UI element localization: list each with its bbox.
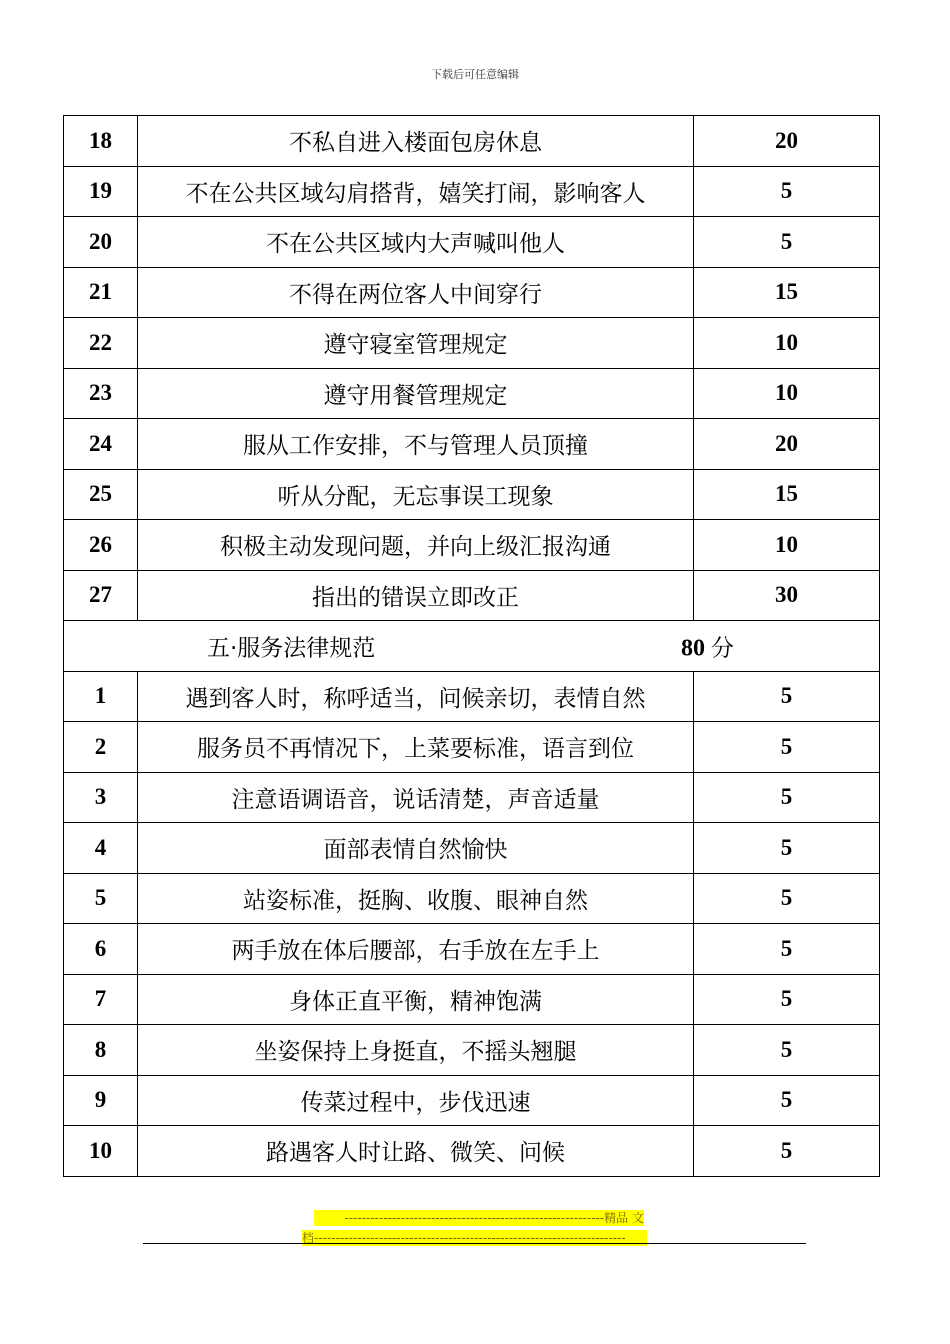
item-score: 20 (694, 419, 880, 470)
item-score: 15 (694, 469, 880, 520)
table-row (64, 924, 880, 975)
item-number: 1 (64, 671, 138, 722)
item-number: 6 (64, 924, 138, 975)
item-score: 5 (694, 217, 880, 268)
item-description: 听从分配，无忘事误工现象 (138, 469, 694, 520)
section-score-unit: 分 (711, 635, 734, 662)
item-number: 24 (64, 419, 138, 470)
table-row (64, 722, 880, 773)
item-score: 10 (694, 368, 880, 419)
score-table-body (64, 116, 880, 1177)
item-score: 5 (694, 924, 880, 975)
item-score: 5 (694, 772, 880, 823)
item-number: 27 (64, 570, 138, 621)
table-row (64, 772, 880, 823)
table-row (64, 823, 880, 874)
footer-line-2: 档------------------------------------------------------------------------ (302, 1230, 647, 1246)
table-row (64, 1025, 880, 1076)
table-row (64, 1075, 880, 1126)
item-number: 10 (64, 1126, 138, 1177)
item-number: 3 (64, 772, 138, 823)
item-number: 2 (64, 722, 138, 773)
item-score: 15 (694, 267, 880, 318)
item-description: 服从工作安排，不与管理人员顶撞 (138, 419, 694, 470)
table-row (64, 368, 880, 419)
item-number: 20 (64, 217, 138, 268)
score-table (63, 115, 880, 1177)
table-row (64, 974, 880, 1025)
table-row (64, 469, 880, 520)
item-description: 身体正直平衡，精神饱满 (138, 974, 694, 1025)
table-row (64, 520, 880, 571)
item-description: 注意语调语音，说话清楚，声音适量 (138, 772, 694, 823)
item-score: 5 (694, 873, 880, 924)
footer-divider (143, 1243, 806, 1244)
item-description: 不在公共区域勾肩搭背，嬉笑打闹，影响客人 (138, 166, 694, 217)
item-score: 5 (694, 823, 880, 874)
footer-watermark (302, 1210, 647, 1250)
item-description: 服务员不再情况下，上菜要标准，语言到位 (138, 722, 694, 773)
item-description: 不在公共区域内大声喊叫他人 (138, 217, 694, 268)
section-header-cell (64, 621, 880, 672)
item-number: 25 (64, 469, 138, 520)
table-row (64, 1126, 880, 1177)
item-score: 5 (694, 974, 880, 1025)
item-score: 5 (694, 1126, 880, 1177)
item-number: 26 (64, 520, 138, 571)
footer-line-1: ------------------------------------------------------------精品 文 (314, 1210, 644, 1226)
item-score: 5 (694, 166, 880, 217)
item-score: 10 (694, 520, 880, 571)
item-score: 30 (694, 570, 880, 621)
item-number: 7 (64, 974, 138, 1025)
table-row (64, 419, 880, 470)
item-number: 23 (64, 368, 138, 419)
table-row (64, 267, 880, 318)
item-description: 积极主动发现问题，并向上级汇报沟通 (138, 520, 694, 571)
item-number: 21 (64, 267, 138, 318)
item-number: 9 (64, 1075, 138, 1126)
item-number: 19 (64, 166, 138, 217)
section-title: 五·服务法律规范 (207, 635, 376, 662)
page-header-note: 下载后可任意编辑 (431, 68, 519, 81)
item-description: 遇到客人时，称呼适当，问候亲切，表情自然 (138, 671, 694, 722)
item-number: 18 (64, 116, 138, 167)
table-row (64, 671, 880, 722)
item-number: 4 (64, 823, 138, 874)
item-description: 传菜过程中，步伐迅速 (138, 1075, 694, 1126)
item-description: 不私自进入楼面包房休息 (138, 116, 694, 167)
item-score: 10 (694, 318, 880, 369)
item-number: 22 (64, 318, 138, 369)
item-score: 5 (694, 722, 880, 773)
table-row (64, 166, 880, 217)
item-description: 遵守寝室管理规定 (138, 318, 694, 369)
table-row (64, 570, 880, 621)
item-score: 20 (694, 116, 880, 167)
item-description: 坐姿保持上身挺直，不摇头翘腿 (138, 1025, 694, 1076)
item-score: 5 (694, 1075, 880, 1126)
section-header-row (64, 621, 880, 672)
table-row (64, 318, 880, 369)
table-row (64, 116, 880, 167)
item-description: 站姿标准，挺胸、收腹、眼神自然 (138, 873, 694, 924)
item-description: 指出的错误立即改正 (138, 570, 694, 621)
item-description: 不得在两位客人中间穿行 (138, 267, 694, 318)
section-total-score (681, 629, 734, 662)
item-description: 遵守用餐管理规定 (138, 368, 694, 419)
item-number: 8 (64, 1025, 138, 1076)
section-score-value: 80 (681, 635, 705, 662)
table-row (64, 873, 880, 924)
item-score: 5 (694, 671, 880, 722)
item-description: 两手放在体后腰部，右手放在左手上 (138, 924, 694, 975)
item-number: 5 (64, 873, 138, 924)
table-row (64, 217, 880, 268)
item-score: 5 (694, 1025, 880, 1076)
item-description: 面部表情自然愉快 (138, 823, 694, 874)
item-description: 路遇客人时让路、微笑、问候 (138, 1126, 694, 1177)
